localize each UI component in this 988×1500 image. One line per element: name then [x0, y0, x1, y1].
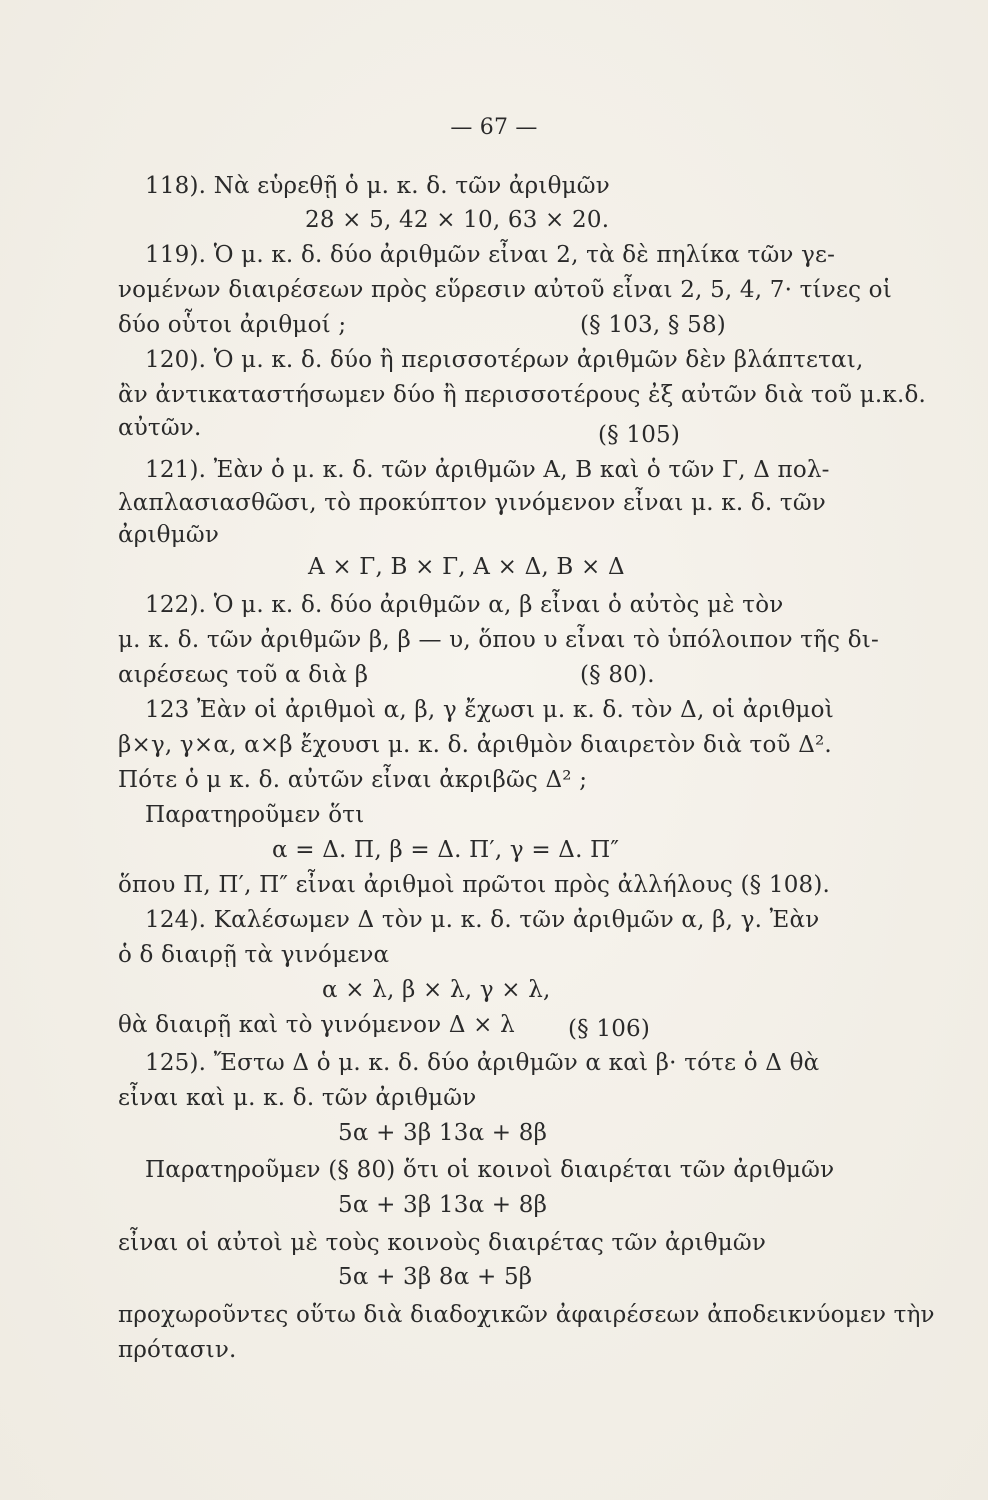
- exercise-124-expression: α × λ, β × λ, γ × λ,: [322, 977, 551, 1003]
- exercise-125-expression-2: 5α + 3β 13α + 8β: [338, 1192, 548, 1218]
- exercise-124-reference: (§ 106): [568, 1016, 651, 1042]
- page-number: — 67 —: [450, 115, 538, 140]
- exercise-125-line-6: πρότασιν.: [118, 1337, 237, 1363]
- exercise-122-reference: (§ 80).: [580, 662, 655, 688]
- exercise-121-expression: Α × Γ, Β × Γ, Α × Δ, Β × Δ: [308, 554, 625, 580]
- exercise-122-line-1: 122). Ὁ μ. κ. δ. δύο ἀριθμῶν α, β εἶναι ὁ αὐτὸς μὲ τὸν: [145, 592, 784, 618]
- exercise-120-line-1: 120). Ὁ μ. κ. δ. δύο ἢ περισσοτέρων ἀριθμῶν δὲν βλάπτεται,: [145, 347, 864, 373]
- exercise-123-line-1: 123 Ἐὰν οἱ ἀριθμοὶ α, β, γ ἔχωσι μ. κ. δ. τὸν Δ, οἱ ἀριθμοὶ: [145, 697, 834, 723]
- exercise-123-line-4: Παρατηροῦμεν ὅτι: [145, 802, 365, 828]
- exercise-121-line-3: ἀριθμῶν: [118, 522, 220, 548]
- exercise-121-line-1: 121). Ἐὰν ὁ μ. κ. δ. τῶν ἀριθμῶν Α, Β καὶ ὁ τῶν Γ, Δ πολ-: [145, 457, 830, 483]
- exercise-121-line-2: λαπλασιασθῶσι, τὸ προκύπτον γινόμενον εἶναι μ. κ. δ. τῶν: [118, 490, 826, 516]
- exercise-119-line-2: νομένων διαιρέσεων πρὸς εὕρεσιν αὐτοῦ εἶναι 2, 5, 4, 7· τίνες οἱ: [118, 277, 892, 303]
- exercise-118-line-1: 118). Νὰ εὑρεθῇ ὁ μ. κ. δ. τῶν ἀριθμῶν: [145, 173, 610, 199]
- exercise-125-line-1: 125). Ἔστω Δ ὁ μ. κ. δ. δύο ἀριθμῶν α καὶ β· τότε ὁ Δ θὰ: [145, 1050, 820, 1076]
- exercise-125-expression-3: 5α + 3β 8α + 5β: [338, 1264, 533, 1290]
- exercise-124-line-2: ὁ δ διαιρῇ τὰ γινόμενα: [118, 942, 390, 968]
- exercise-125-line-4: εἶναι οἱ αὐτοὶ μὲ τοὺς κοινοὺς διαιρέτας τῶν ἀριθμῶν: [118, 1230, 767, 1256]
- exercise-119-reference: (§ 103, § 58): [580, 312, 726, 338]
- exercise-122-line-3: αιρέσεως τοῦ α διὰ β: [118, 662, 369, 688]
- exercise-123-expression: α = Δ. Π, β = Δ. Π′, γ = Δ. Π″: [272, 837, 620, 863]
- exercise-124-line-1: 124). Καλέσωμεν Δ τὸν μ. κ. δ. τῶν ἀριθμῶν α, β, γ. Ἐὰν: [145, 907, 820, 933]
- exercise-125-line-3: Παρατηροῦμεν (§ 80) ὅτι οἱ κοινοὶ διαιρέται τῶν ἀριθμῶν: [145, 1157, 835, 1183]
- exercise-124-line-3: θὰ διαιρῇ καὶ τὸ γινόμενον Δ × λ: [118, 1012, 515, 1038]
- exercise-122-line-2: μ. κ. δ. τῶν ἀριθμῶν β, β — υ, ὅπου υ εἶναι τὸ ὑπόλοιπον τῆς δι-: [118, 627, 879, 653]
- exercise-120-line-2: ἂν ἀντικαταστήσωμεν δύο ἢ περισσοτέρους ἐξ αὐτῶν διὰ τοῦ μ.κ.δ.: [118, 382, 927, 408]
- exercise-125-expression-1: 5α + 3β 13α + 8β: [338, 1120, 548, 1146]
- exercise-119-line-3: δύο οὗτοι ἀριθμοί ;: [118, 312, 347, 338]
- exercise-118-expression: 28 × 5, 42 × 10, 63 × 20.: [305, 207, 610, 233]
- exercise-120-line-3: αὐτῶν.: [118, 415, 202, 441]
- exercise-123-line-2: β×γ, γ×α, α×β ἔχουσι μ. κ. δ. ἀριθμὸν διαιρετὸν διὰ τοῦ Δ².: [118, 732, 832, 758]
- exercise-125-line-2: εἶναι καὶ μ. κ. δ. τῶν ἀριθμῶν: [118, 1085, 477, 1111]
- exercise-123-line-5: ὅπου Π, Π′, Π″ εἶναι ἀριθμοὶ πρῶτοι πρὸς ἀλλήλους (§ 108).: [118, 872, 831, 898]
- exercise-120-reference: (§ 105): [598, 422, 681, 448]
- exercise-119-line-1: 119). Ὁ μ. κ. δ. δύο ἀριθμῶν εἶναι 2, τὰ δὲ πηλίκα τῶν γε-: [145, 242, 836, 268]
- exercise-123-line-3: Πότε ὁ μ κ. δ. αὐτῶν εἶναι ἀκριβῶς Δ² ;: [118, 767, 588, 793]
- exercise-125-line-5: προχωροῦντες οὕτω διὰ διαδοχικῶν ἀφαιρέσεων ἀποδεικνύομεν τὴν: [118, 1302, 935, 1328]
